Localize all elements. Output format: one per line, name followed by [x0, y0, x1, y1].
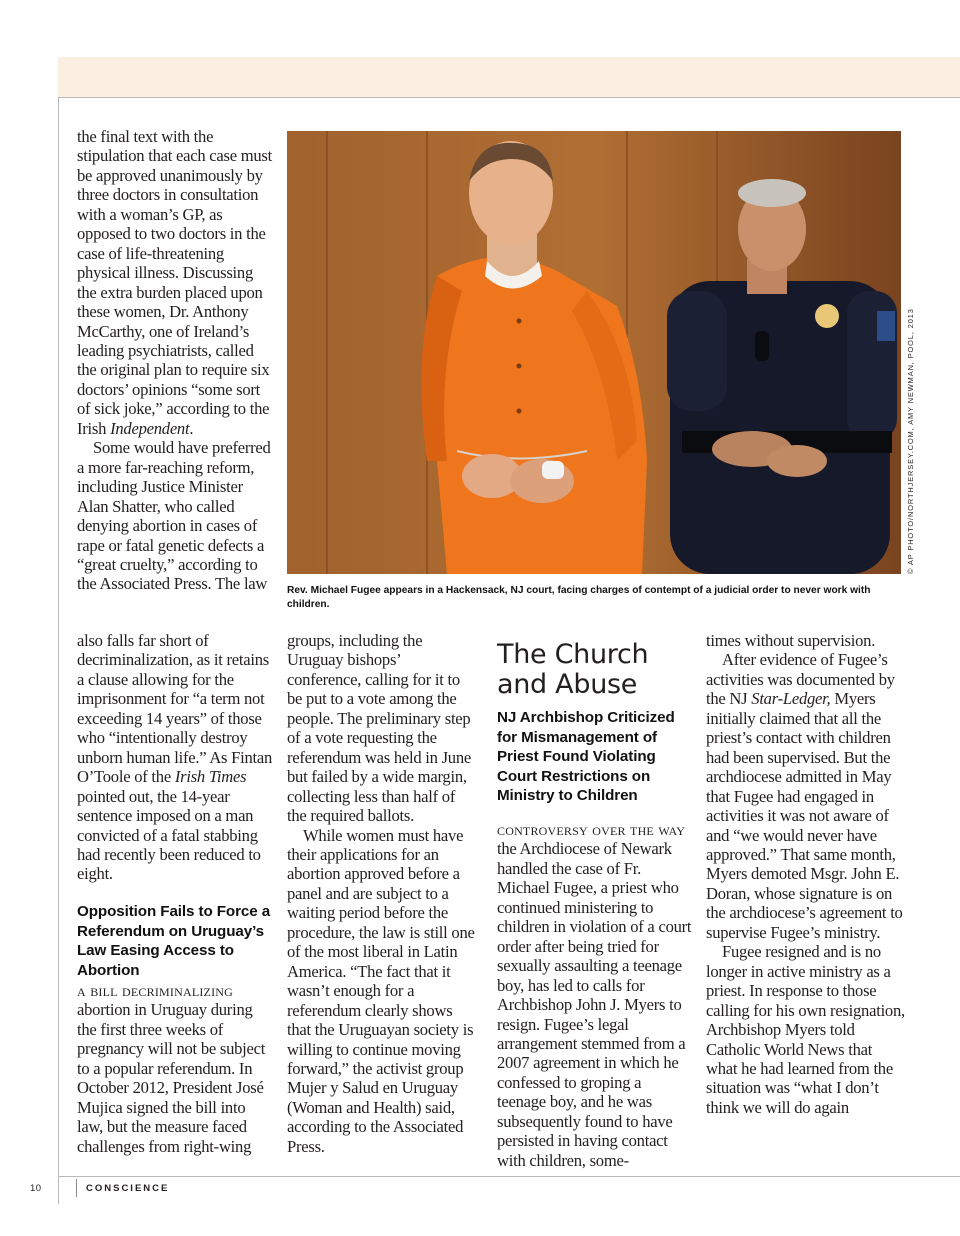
paragraph: times without supervision.: [706, 631, 876, 650]
uruguay-subhead: Opposition Fails to Force a Referendum on Uruguay’s Law Easing Access to Abortion: [77, 903, 271, 979]
paragraph: a bill decriminalizing abortion in Uruguay during the first three weeks of pregnancy will not be subject to a popular referendum. In October 2012, President José Mujica signed the bill into law, but the measure faced challenges from right-wing: [77, 981, 266, 1156]
paragraph: Fugee resigned and is no longer in active ministry as a priest. In response to those calling for his own resignation, Archbishop Myers told Catholic World News that what he had learned from the situation was “what I don’t think we will do again: [706, 942, 905, 1117]
photo-caption: Rev. Michael Fugee appears in a Hackensack, NJ court, facing charges of contempt of a judicial order to never work with children.: [287, 585, 871, 610]
lead-in: a bill decriminalizing: [77, 981, 234, 1000]
page-footer: [28, 1183, 328, 1197]
article-column-4: [706, 631, 906, 1117]
article-column-2: [287, 631, 477, 1156]
article-column-1-top: [77, 127, 275, 594]
paragraph: controversy over the way the Archdiocese of Newark handled the case of Fr. Michael Fugee, a priest who continued ministering to children in violation of a court order after being tried for sexually assaulting a teenage boy, has led to calls for Archbishop John J. Myers to resign. Fugee’s legal arrangement stemmed from a 2007 agreement in which he confessed to groping a teenage boy, and he was subsequently found to have persisted in having contact with children, some-: [497, 820, 692, 1170]
article-column-3: [497, 820, 693, 1170]
header-band: [58, 57, 960, 98]
left-margin-rule: [58, 97, 59, 1204]
article-column-1-bottom: [77, 631, 275, 884]
paragraph: groups, including the Uruguay bishops’ conference, calling for it to be put to a vote among the people. The preliminary step of a vote requesting the referendum was held in June but failed by a wide margin, collecting less than half of the required ballots.: [287, 631, 472, 826]
page-number: 10: [30, 1183, 42, 1194]
paragraph: the final text with the stipulation that each case must be approved unanimously by three doctors in consultation with a woman’s GP, as opposed to two doctors in the case of life-threatening physical illness. Discussing the extra burden placed upon these women, Dr. Anthony McCarthy, one of Ireland’s leading psychiatrists, called the original plan to require six doctors’ opinions “some sort of sick joke,” according to the Irish Independent.: [77, 127, 273, 438]
lead-in: controversy over the way: [497, 820, 686, 839]
paragraph: Some would have preferred a more far-reaching reform, including Justice Minister Alan Shatter, who called denying abortion in cases of rape or fatal genetic defects a “great cruelty,” according to the Associated Press. The law: [77, 438, 271, 594]
uruguay-story: [77, 981, 275, 1156]
section-headline: The Church and Abuse: [497, 639, 649, 700]
paragraph: After evidence of Fugee’s activities was documented by the NJ Star-Ledger, Myers initially claimed that all the priest’s contact with children had been supervised. But the archdiocese admitted in May that Fugee had engaged in activities it was not aware of and “we would never have approved.” That same month, Myers demoted Msgr. John E. Doran, whose signature is on the archdiocese’s agreement to supervise Fugee’s ministry.: [706, 650, 903, 942]
photo-credit: © AP PHOTO/NORTHJERSEY.COM, AMY NEWMAN, POOL, 2013: [906, 308, 915, 574]
publication-name: CONSCIENCE: [86, 1183, 170, 1194]
paragraph: also falls far short of decriminalization, as it retains a clause allowing for the imprisonment for “a term not exceeding 14 years” of those who “intentionally destroy unborn human life.” As Fintan O’Toole of the Irish Times pointed out, the 14-year sentence imposed on a man convicted of a fatal stabbing had recently been reduced to eight.: [77, 631, 273, 884]
footer-rule: [58, 1176, 960, 1177]
footer-divider: [76, 1179, 77, 1197]
paragraph: While women must have their applications for an abortion approved before a panel and are subject to a waiting period before the procedure, the law is still one of the most liberal in Latin America. “The fact that it wasn’t enough for a referendum clearly shows that the Uruguayan society is willing to continue moving forward,” the activist group Mujer y Salud en Uruguay (Woman and Health) said, according to the Associated Press.: [287, 825, 475, 1156]
courtroom-photo: [287, 131, 901, 574]
archbishop-subhead: NJ Archbishop Criticized for Mismanagement of Priest Found Violating Court Restrictions on Ministry to Children: [497, 709, 675, 804]
photo-illustration: [287, 131, 901, 574]
